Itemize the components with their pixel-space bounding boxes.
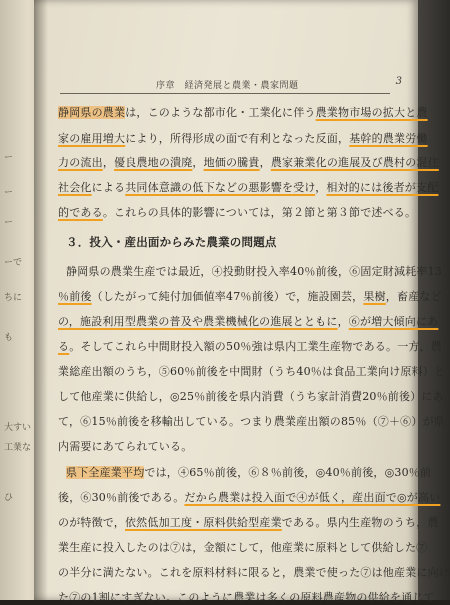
- text-span: た⑦の1割にすぎない。このように農業は多くの原料農産物の供給を通じて: [58, 591, 435, 604]
- text-line: [58, 338, 442, 354]
- text-line: [58, 288, 442, 304]
- highlighted-text: ⑥が増大傾向にあ: [348, 315, 439, 328]
- highlighted-text: る: [58, 340, 70, 353]
- highlighted-text: だから農業は投入面で④が低く，産出面で◎が高い: [184, 491, 441, 504]
- text-line: [66, 263, 442, 279]
- highlighted-text: 家の雇用増大: [58, 132, 126, 145]
- text-span: である。県内生産物のうち，農: [281, 516, 439, 529]
- text-span: ，畜産など: [385, 290, 442, 303]
- highlighted-text: 農家兼業化の進展及び農村の混住: [270, 156, 439, 169]
- previous-page-text: ー: [4, 153, 14, 163]
- previous-page-text: ちに: [4, 293, 23, 303]
- text-line: [66, 234, 406, 250]
- text-line: [58, 438, 398, 454]
- highlighted-text: 的である: [58, 206, 103, 219]
- text-span: 内需要にあてられている。: [58, 440, 193, 453]
- text-span: ，: [192, 156, 204, 169]
- highlighted-text: 相対的には後者が支配: [326, 181, 439, 194]
- highlighted-text: 果樹: [363, 290, 386, 303]
- highlighted-text: 静岡県の農業: [58, 106, 126, 119]
- text-span: （したがって純付加価値率47％前後）で，施設園芸，: [91, 290, 364, 303]
- text-span: て，⑥15％前後を移輸出している。つまり農業産出額の85％（⑦＋⑥）が県: [58, 415, 445, 428]
- highlighted-text: 共同体意識の低下などの悪影響を受け: [125, 181, 316, 194]
- text-line: [58, 489, 441, 505]
- text-line: [58, 539, 428, 555]
- highlighted-text: 依然低加工度・原料供給型産業: [124, 516, 282, 529]
- text-line: [58, 388, 444, 404]
- text-span: 。これらの具体的影響については，第２節と第３節で述べる。: [102, 206, 417, 219]
- text-line: [58, 514, 439, 530]
- highlighted-text: の，施設利用型農業の普及や農業機械化の進展とともに: [58, 315, 338, 328]
- highlighted-text: 農業物市場の拡大と農: [315, 106, 428, 119]
- text-line: [58, 363, 446, 379]
- text-span: 。そしてこれら中間財投入額の50％強は県内工業生産物である。一方，農: [69, 340, 442, 353]
- text-line: [58, 130, 428, 146]
- previous-page-text: ひ: [4, 493, 14, 503]
- text-line: [58, 104, 428, 120]
- header-rule: [60, 93, 390, 94]
- highlighted-text: ％前後: [58, 290, 92, 303]
- text-span: ，: [337, 315, 349, 328]
- highlighted-text: 力の流出: [58, 156, 103, 169]
- section-heading: ３．投入・産出面からみた農業の問題点: [66, 235, 277, 249]
- previous-page-text: ー: [4, 218, 14, 228]
- highlighted-text: 社会化: [58, 181, 92, 194]
- text-span: では，④65％前後，⑥８％前後，◎40％前後，◎30％前: [144, 466, 432, 479]
- text-span: のが特徴で，: [58, 516, 125, 529]
- text-line: [58, 589, 435, 605]
- highlighted-text: 地価の騰貴: [203, 156, 260, 169]
- highlighted-text: 基幹的農業労働: [349, 132, 428, 145]
- text-span: により，所得形成の面で有利となった反面，: [125, 132, 350, 145]
- text-line: [58, 313, 439, 329]
- text-line: [58, 564, 450, 580]
- text-span: ，: [102, 156, 115, 169]
- text-span: 業総産出額のうち，⑤60％前後を中間財（うち40％は食品工業向け原料）と: [58, 365, 446, 378]
- text-span: 業生産に投入したのは⑦は，金額にして，他産業に原料として供給した⑦: [58, 541, 428, 554]
- page-number: 3: [395, 76, 402, 87]
- text-span: 後，⑥30％前後である。: [58, 491, 185, 504]
- text-span: は，このような都市化・工業化に伴う: [125, 106, 316, 119]
- previous-page-text: ーで: [4, 258, 23, 268]
- text-span: 静岡県の農業生産では最近，④投動財投入率40％前後，⑥固定財減耗率13: [66, 265, 442, 278]
- highlighted-text: 優良農地の潰廃: [114, 156, 193, 169]
- previous-page-text: ー: [4, 188, 14, 198]
- text-line: [58, 179, 439, 195]
- text-span: ，: [259, 156, 271, 169]
- highlighted-text: 県下全産業平均: [66, 466, 145, 479]
- running-title: 序章 経済発展と農業・農家問題: [156, 81, 299, 91]
- text-span: ，: [315, 181, 327, 194]
- text-span: による: [91, 181, 126, 194]
- text-line: [66, 464, 432, 480]
- previous-page-text: も: [4, 333, 14, 343]
- text-line: [58, 413, 445, 429]
- text-span: して他産業に供給し，◎25％前後を県内消費（うち家計消費20％前後）にあ: [58, 390, 444, 403]
- text-line: [58, 154, 439, 170]
- text-line: [58, 204, 417, 220]
- previous-page-text: 大すい: [4, 423, 32, 433]
- text-span: の半分に満たない。これを原料材料に限ると，農業で使った⑦は他産業に向け: [58, 566, 450, 579]
- previous-page-text: 工業な: [4, 443, 32, 453]
